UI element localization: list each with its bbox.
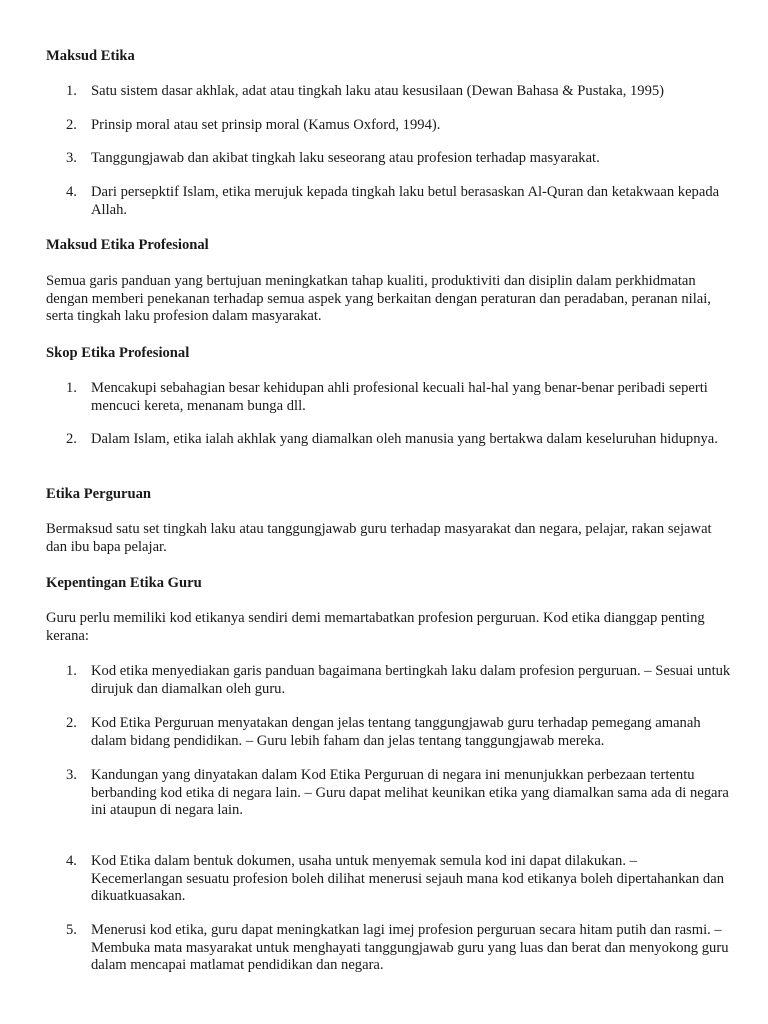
- list-number: 2.: [66, 431, 77, 447]
- heading-maksud-etika-profesional: Maksud Etika Profesional: [46, 237, 209, 253]
- list-text: Mencakupi sebahagian besar kehidupan ahli profesional kecuali hal-hal yang benar-benar peribadi seperti mencuci kereta, menanam bunga dll.: [91, 380, 708, 414]
- list-text: Tanggungjawab dan akibat tingkah laku seseorang atau profesion terhadap masyarakat.: [91, 150, 600, 166]
- list-number: 1.: [66, 380, 77, 396]
- list-text: Kod Etika Perguruan menyatakan dengan jelas tentang tanggungjawab guru terhadap pemegang amanah dalam bidang pendidikan. – Guru lebih faham dan jelas tentang tanggungjawab mereka.: [91, 715, 701, 749]
- heading-kepentingan-etika-guru: Kepentingan Etika Guru: [46, 575, 202, 591]
- heading-skop-etika-profesional: Skop Etika Profesional: [46, 345, 190, 361]
- paragraph: Semua garis panduan yang bertujuan meningkatkan tahap kualiti, produktiviti dan disiplin dalam perkhidmatan dengan memberi penekanan terhadap semua aspek yang berkaitan dengan peraturan dan peradaban, peranan nilai, serta tingkah laku profesion dalam masyarakat.: [46, 273, 711, 324]
- paragraph: Bermaksud satu set tingkah laku atau tanggungjawab guru terhadap masyarakat dan negara, pelajar, rakan sejawat dan ibu bapa pelajar.: [46, 521, 712, 555]
- list-text: Satu sistem dasar akhlak, adat atau tingkah laku atau kesusilaan (Dewan Bahasa & Pustaka, 1995): [91, 83, 665, 99]
- list-text: Kod Etika dalam bentuk dokumen, usaha untuk menyemak semula kod ini dapat dilakukan. – Kecemerlangan sesuatu profesion boleh dilihat menerusi sejauh mana kod etikanya boleh dipertahankan dan dikuatkuasakan.: [91, 853, 724, 904]
- list-number: 4.: [66, 853, 77, 869]
- list-text: Kandungan yang dinyatakan dalam Kod Etika Perguruan di negara ini menunjukkan perbezaan tertentu berbanding kod etika di negara lain. – Guru dapat melihat keunikan etika yang diamalkan sama ada di negara ini ataupun di negara lain.: [91, 767, 729, 818]
- list-number: 1.: [66, 83, 77, 99]
- heading-maksud-etika: Maksud Etika: [46, 48, 135, 64]
- list-number: 2.: [66, 117, 77, 133]
- heading-etika-perguruan: Etika Perguruan: [46, 486, 151, 502]
- list-text: Dari persepktif Islam, etika merujuk kepada tingkah laku betul berasaskan Al-Quran dan ketakwaan kepada Allah.: [91, 184, 720, 218]
- list-text: Dalam Islam, etika ialah akhlak yang diamalkan oleh manusia yang bertakwa dalam keseluruhan hidupnya.: [91, 431, 718, 447]
- list-number: 2.: [66, 715, 77, 731]
- paragraph: Guru perlu memiliki kod etikanya sendiri demi memartabatkan profesion perguruan. Kod etika dianggap penting kerana:: [46, 610, 705, 644]
- list-number: 5.: [66, 922, 77, 938]
- list-number: 3.: [66, 767, 77, 783]
- list-number: 3.: [66, 150, 77, 166]
- list-text: Prinsip moral atau set prinsip moral (Kamus Oxford, 1994).: [91, 117, 441, 133]
- list-number: 1.: [66, 663, 77, 679]
- list-text: Menerusi kod etika, guru dapat meningkatkan lagi imej profesion perguruan secara hitam putih dan rasmi. – Membuka mata masyarakat untuk menghayati tanggungjawab guru yang luas dan berat dan menyokong guru dalam mencapai matlamat pendidikan dan negara.: [91, 922, 729, 973]
- list-text: Kod etika menyediakan garis panduan bagaimana bertingkah laku dalam profesion perguruan. – Sesuai untuk dirujuk dan diamalkan oleh guru.: [91, 663, 731, 697]
- list-number: 4.: [66, 184, 77, 200]
